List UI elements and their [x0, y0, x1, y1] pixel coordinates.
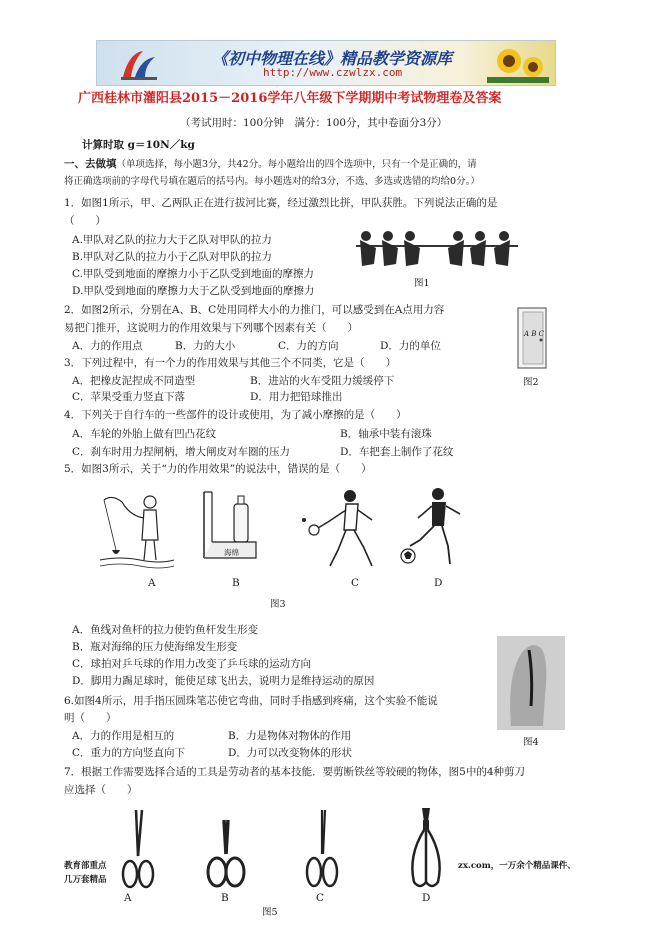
q4-option-d: D．车把套上制作了花纹	[340, 446, 454, 458]
q1-stem: 1．如图1所示，甲、乙两队正在进行拔河比赛，经过激烈比拼，甲队获胜。下列说法正确的是	[64, 197, 498, 209]
scissors-b-icon	[206, 818, 246, 892]
q4-option-b: B．轴承中装有滚珠	[340, 428, 432, 440]
footer-right: zx.com，一万余个精品课件、	[458, 861, 576, 871]
figure1-label: 图1	[414, 278, 430, 289]
q2-option-b: B．力的大小	[175, 340, 236, 352]
q2-option-a: A．力的作用点	[72, 340, 143, 352]
q4-stem: 4．下列关于自行车的一些部件的设计或使用，为了减小摩擦的是（ ）	[64, 409, 407, 421]
bottle-on-sponge-figure	[198, 488, 258, 572]
figure4-label: 图4	[523, 737, 539, 748]
figure5-label: 图5	[262, 907, 278, 918]
fig3-letter-b: B	[232, 577, 240, 589]
q1-option-c: C.甲队受到地面的摩擦力小于乙队受到地面的摩擦力	[72, 268, 314, 280]
section1-desc-line2: 将正确选项前的字母代号填在题后的括号内。每小题选对的给3分，不选、多选或选错的均给0分。）	[64, 176, 480, 187]
q6-option-c: C．重力的方向竖直向下	[72, 747, 186, 759]
q4-option-a: A．车轮的外胎上做有凹凸花纹	[72, 428, 217, 440]
q3-option-a: A．把橡皮泥捏成不同造型	[72, 375, 196, 387]
fig3-letter-a: A	[148, 577, 156, 589]
fig5-letter-a: A	[124, 892, 132, 904]
q3-option-d: D．用力把铅球推出	[250, 391, 343, 403]
q1-option-a: A.甲队对乙队的拉力大于乙队对甲队的拉力	[72, 234, 272, 246]
page-title: 广西桂林市灌阳县2015－2016学年八年级下学期期中考试物理卷及答案	[78, 91, 502, 106]
tug-of-war-figure	[352, 226, 522, 270]
scissors-c-icon	[302, 808, 342, 892]
q6-option-a: A．力的作用是相互的	[72, 730, 175, 742]
sunflower-icon	[487, 43, 549, 83]
q5-option-b: B．瓶对海绵的压力使海绵发生形变	[72, 641, 238, 653]
figure3-label: 图3	[270, 599, 286, 610]
figure2-label: 图2	[523, 377, 539, 388]
finger-pen-figure	[497, 636, 565, 730]
q6-option-b: B．力是物体对物体的作用	[228, 730, 352, 742]
g-note: 计算时取 g＝10N／kg	[82, 139, 195, 151]
fishing-figure	[100, 488, 174, 572]
fig3-letter-c: C	[351, 577, 360, 589]
scissors-d-icon	[404, 806, 448, 892]
q6-stem-line2: 明（ ）	[64, 712, 117, 724]
q5-stem: 5．如图3所示，关于“力的作用效果”的说法中，错误的是（ ）	[64, 463, 372, 475]
q1-option-b: B.甲队对乙队的拉力小于乙队对甲队的拉力	[72, 251, 273, 263]
fig3-letter-d: D	[434, 577, 443, 589]
banner-title: 《初中物理在线》精品教学资源库	[212, 49, 453, 68]
q3-option-b: B．进站的火车受阻力缓缓停下	[250, 375, 395, 387]
q1-bracket: （ ）	[64, 215, 106, 227]
q6-stem-line1: 6.如图4所示，用手指压圆珠笔芯使它弯曲，同时手指感到疼痛，这个实验不能说	[64, 695, 438, 707]
q7-stem-line2: 应选择（ ）	[64, 784, 138, 796]
sponge-label: 海绵	[224, 548, 239, 557]
scissors-a-icon	[118, 808, 158, 892]
q3-stem: 3．下列过程中，有一个力的作用效果与其他三个不同类，它是（ ）	[64, 357, 397, 369]
table-tennis-figure	[300, 484, 390, 572]
banner-url[interactable]: http://www.czwlzx.com	[263, 66, 403, 79]
exam-info: （考试用时：100分钟 满分：100分，其中卷面分3分）	[180, 117, 448, 129]
footer-left-line2: 几万套精品	[64, 875, 107, 885]
header-banner	[96, 40, 556, 86]
q2-stem-line1: 2．如图2所示，分别在A、B、C处用同样大小的力推门，可以感受到在A点用力容	[64, 304, 445, 316]
q2-stem-line2: 易把门推开，这说明力的作用效果与下列哪个因素有关（ ）	[64, 322, 358, 334]
section1-desc-line1: （单项选择，每小题3分，共42分。每小题给出的四个选项中，只有一个是正确的，请	[116, 159, 477, 170]
q2-option-c: C．力的方向	[278, 340, 339, 352]
q5-option-a: A．鱼线对鱼杆的拉力使钓鱼杆发生形变	[72, 624, 259, 636]
q3-option-c: C．苹果受重力竖直下落	[72, 391, 186, 403]
q6-option-d: D．力可以改变物体的形状	[228, 747, 352, 759]
section1-header	[64, 158, 477, 171]
fig5-letter-b: B	[221, 892, 229, 904]
logo-icon	[119, 47, 159, 81]
fig5-letter-d: D	[422, 892, 431, 904]
door-letters: A B C	[524, 330, 545, 338]
q7-stem-line1: 7．根据工作需要选择合适的工具是劳动者的基本技能．要剪断铁丝等较硬的物体，图5中的4种剪刀	[64, 766, 526, 778]
section1-heading: 一、去做填	[64, 158, 117, 170]
q5-option-c: C．球拍对乒乓球的作用力改变了乒乓球的运动方向	[72, 658, 312, 670]
q4-option-c: C．刹车时用力捏闸柄，增大闸皮对车圈的压力	[72, 446, 291, 458]
footer-left-line1: 教育部重点	[64, 861, 107, 871]
q2-option-d: D．力的单位	[380, 340, 441, 352]
soccer-kick-figure	[398, 484, 470, 572]
q1-option-d: D.甲队受到地面的摩擦力大于乙队受到地面的摩擦力	[72, 285, 315, 297]
q5-option-d: D．脚用力踢足球时，能使足球飞出去，说明力是维持运动的原因	[72, 675, 375, 687]
fig5-letter-c: C	[316, 892, 325, 904]
